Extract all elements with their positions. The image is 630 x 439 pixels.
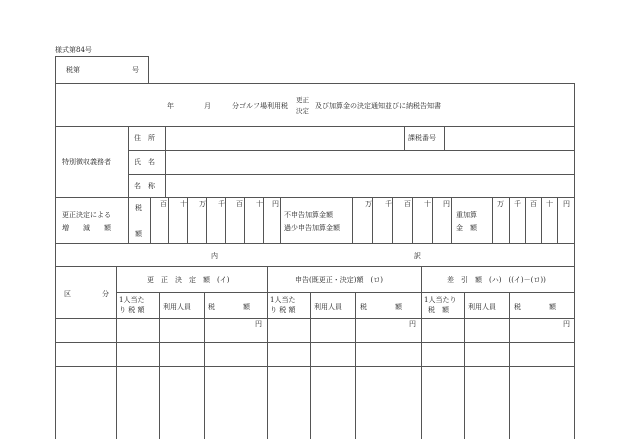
- digit2-thousand: 千: [385, 200, 392, 208]
- col1-tax-amount: 税 額: [208, 303, 250, 311]
- col2-tax-amount: 税 額: [360, 303, 402, 311]
- heavy-penalty-label-line2: 金 額: [456, 224, 477, 232]
- digit-hundred: 百: [236, 200, 243, 208]
- digit3-ten: 十: [546, 200, 553, 208]
- table-rule: [541, 197, 542, 243]
- col3-per-person-line2: 税 額: [428, 306, 449, 314]
- col1-per-person-line1: 1人当た: [119, 296, 145, 304]
- change-tax-label-bottom: 額: [135, 230, 142, 238]
- table-rule: [55, 266, 575, 267]
- digit-ten-thousand: 万: [199, 200, 206, 208]
- table-rule: [128, 174, 574, 175]
- change-label-line1: 更正決定による: [62, 211, 111, 219]
- table-rule: [116, 292, 574, 293]
- table-rule: [509, 197, 510, 243]
- category-label-right: 分: [102, 290, 109, 298]
- table-rule: [451, 197, 452, 243]
- tax-id-label: 課税番号: [408, 134, 436, 142]
- title-month: 月: [204, 102, 211, 110]
- col3-yen: 円: [563, 320, 570, 328]
- title-determination: 決定: [296, 107, 309, 115]
- tax-number-suffix: 号: [132, 66, 139, 74]
- table-rule: [404, 126, 405, 150]
- under-declaration-penalty-label: 過少申告加算金額: [284, 224, 340, 232]
- title-part2: 及び加算金の決定通知並びに納税告知書: [315, 102, 441, 110]
- entity-name-label: 名 称: [134, 182, 155, 190]
- table-rule: [187, 197, 188, 243]
- digit-hundred-million: 百: [160, 200, 167, 208]
- table-rule: [55, 243, 575, 244]
- table-rule: [421, 266, 422, 439]
- table-rule: [557, 197, 558, 243]
- table-rule: [55, 56, 56, 83]
- col2-per-person-line2: り 税 額: [270, 306, 296, 314]
- non-declaration-penalty-label: 不申告加算金額: [284, 211, 333, 219]
- form-number: 様式第84号: [55, 46, 92, 54]
- digit-thousand: 千: [218, 200, 225, 208]
- table-rule: [148, 56, 149, 83]
- change-label-line2: 増 減 額: [62, 224, 111, 232]
- group-difference: 差 引 額 (ハ) ((イ)－(ロ)): [447, 276, 546, 284]
- table-rule: [432, 197, 433, 243]
- title-year: 年: [167, 102, 174, 110]
- digit3-thousand: 千: [514, 200, 521, 208]
- table-rule: [372, 197, 373, 243]
- table-rule: [263, 197, 264, 243]
- table-rule: [150, 197, 151, 243]
- address-label: 住 所: [134, 134, 155, 142]
- col2-yen: 円: [409, 320, 416, 328]
- col3-tax-amount: 税 額: [514, 303, 556, 311]
- digit2-hundred: 百: [404, 200, 411, 208]
- table-rule: [352, 197, 353, 243]
- breakdown-title-left: 内: [211, 252, 218, 260]
- tax-number-label: 税第: [66, 66, 80, 74]
- table-rule: [55, 197, 575, 198]
- table-rule: [116, 266, 117, 439]
- group-declared-amount: 申告(既更正・決定)額 (ロ): [295, 276, 383, 284]
- col1-users: 利用人員: [163, 303, 191, 311]
- table-rule: [168, 197, 169, 243]
- table-rule: [128, 197, 129, 243]
- table-rule: [244, 197, 245, 243]
- table-rule: [128, 126, 129, 197]
- table-rule: [280, 197, 281, 243]
- col3-users: 利用人員: [468, 303, 496, 311]
- table-rule: [165, 126, 166, 197]
- digit-ten-million: 十: [180, 200, 187, 208]
- table-rule: [444, 126, 445, 150]
- digit3-hundred: 百: [530, 200, 537, 208]
- digit-ten: 十: [256, 200, 263, 208]
- table-rule: [412, 197, 413, 243]
- digit2-yen: 円: [443, 200, 450, 208]
- table-rule: [492, 197, 493, 243]
- table-rule: [267, 266, 268, 439]
- title-part1: 分ゴルフ場利用税: [232, 102, 288, 110]
- title-correction: 更正: [296, 96, 309, 104]
- table-rule: [55, 56, 149, 57]
- table-rule: [128, 150, 574, 151]
- col1-per-person-line2: り 税 額: [119, 306, 145, 314]
- table-rule: [392, 197, 393, 243]
- col1-yen: 円: [255, 320, 262, 328]
- table-rule: [55, 366, 575, 367]
- category-label-left: 区: [64, 290, 71, 298]
- digit2-ten: 十: [424, 200, 431, 208]
- digit3-yen: 円: [563, 200, 570, 208]
- change-tax-label-top: 税: [135, 204, 142, 212]
- col3-per-person-line1: 1人当たり: [424, 296, 457, 304]
- breakdown-title-right: 訳: [414, 252, 421, 260]
- group-correction-determination: 更 正 決 定 額 (イ): [147, 276, 230, 284]
- table-rule: [574, 83, 575, 439]
- table-rule: [55, 83, 575, 84]
- digit3-ten-thousand: 万: [497, 200, 504, 208]
- special-collection-obligor-label: 特別徴収義務者: [62, 158, 111, 166]
- heavy-penalty-label-line1: 重加算: [456, 211, 477, 219]
- name-label: 氏 名: [134, 158, 155, 166]
- table-rule: [55, 318, 575, 319]
- digit2-ten-thousand: 万: [365, 200, 372, 208]
- digit-yen: 円: [272, 200, 279, 208]
- table-rule: [55, 126, 575, 127]
- table-rule: [55, 83, 56, 439]
- table-rule: [206, 197, 207, 243]
- col2-per-person-line1: 1人当た: [270, 296, 296, 304]
- col2-users: 利用人員: [314, 303, 342, 311]
- table-rule: [525, 197, 526, 243]
- table-rule: [55, 342, 575, 343]
- table-rule: [225, 197, 226, 243]
